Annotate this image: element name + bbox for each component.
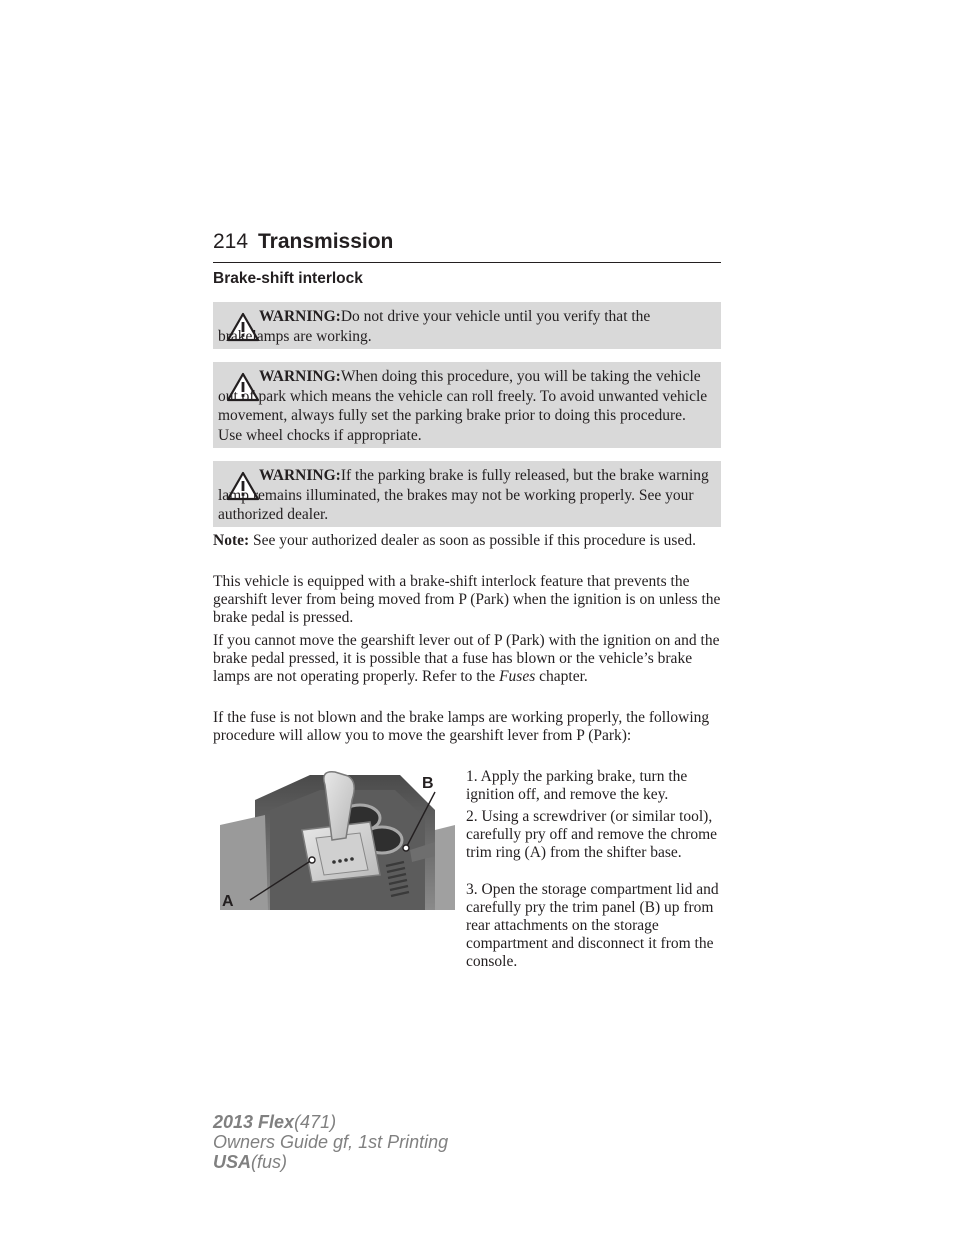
console-drawing [220,770,455,910]
warning-body: When doing this procedure, you will be taking the vehicle out of park which means the vehicle can roll freely. To avoid unwanted vehicle movement, always fully set the parking brake prior to doing this procedure. Use wheel chocks if appropriate. [218,368,708,444]
chapter-title: Transmission [258,230,394,253]
footer-market: USA [213,1152,252,1172]
console-illustration [220,770,455,910]
body-paragraph-interlock: This vehicle is equipped with a brake-shift interlock feature that prevents the gearshift lever from being moved from P (Park) when the ignition is on unless the brake pedal is pressed. [213,573,721,626]
body-paragraph-fuse [213,632,723,686]
warning-body: Do not drive your vehicle until you verify that the brakelamps are working. [218,308,651,345]
step-3: 3. Open the storage compartment lid and carefully pry the trim panel (B) up from rear attachments on the storage compartment and disconnect it from the console. [466,881,719,970]
warning-box-3 [213,461,721,527]
warning-label: WARNING: [259,467,341,484]
callout-label-a: A [222,893,234,910]
warning-body: If the parking brake is fully released, but the brake warning lamp remains illuminated, the brakes may not be working properly. See your authorized dealer. [218,467,709,523]
footer-line-3 [213,1152,448,1172]
footer-code: (471) [294,1112,337,1132]
print-footer [213,1112,448,1172]
warning-box-1 [213,302,721,349]
warning-box-2 [213,362,721,448]
note-label: Note: [213,532,250,549]
warning-text-2 [218,367,713,445]
warning-label: WARNING: [259,308,341,325]
footer-line-1 [213,1112,448,1132]
footer-model: 2013 Flex [213,1112,295,1132]
step-2: 2. Using a screwdriver (or similar tool), carefully pry off and remove the chrome trim ring (A) from the shifter base. [466,808,718,861]
fuse-text-end: chapter. [535,668,588,685]
body-paragraph-procedure: If the fuse is not blown and the brake lamps are working properly, the following procedure will allow you to move the gearshift lever from P (Park): [213,709,710,744]
page-header [213,230,721,263]
note-paragraph [213,532,723,550]
footer-market-code: (fus) [251,1152,288,1172]
page-number: 214 [213,230,249,253]
section-heading: Brake-shift interlock [213,270,363,287]
warning-label: WARNING: [259,368,341,385]
warning-text-1 [218,307,713,346]
callout-label-b: B [422,775,434,792]
footer-line-2: Owners Guide gf, 1st Printing [213,1132,449,1152]
warning-text-3 [218,466,713,525]
note-text: See your authorized dealer as soon as possible if this procedure is used. [253,532,696,549]
step-1: 1. Apply the parking brake, turn the ignition off, and remove the key. [466,768,688,803]
fuses-reference: Fuses [499,668,536,685]
fuse-text: If you cannot move the gearshift lever out of P (Park) with the ignition on and the brake pedal pressed, it is possible that a fuse has blown or the vehicle’s brake lamps are not operating properly. Refer to the [213,632,720,685]
